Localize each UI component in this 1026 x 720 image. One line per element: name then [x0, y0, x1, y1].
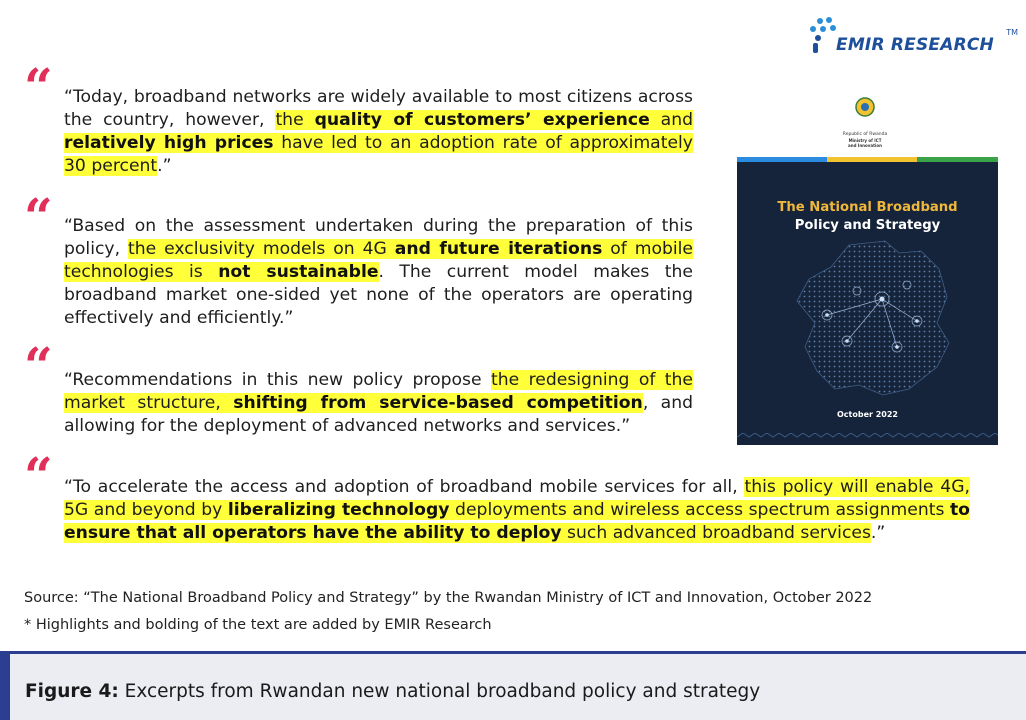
quote-segment: “To accelerate the access and adoption of broadband mobile services for all, — [64, 477, 745, 497]
bold-text: relatively high prices — [64, 133, 274, 153]
quote-segment: such advanced broadband services — [561, 523, 871, 543]
quote-segment: the exclusivity models on 4G — [127, 239, 395, 259]
emir-research-logo — [806, 16, 1020, 62]
quote-mark-icon: “ — [24, 446, 53, 505]
figure-caption-bar — [0, 651, 1026, 720]
quote-segment: . The current model makes the broadband market one-sided yet none of the operators are operating effectively and efficiently.” — [64, 262, 693, 328]
bold-text: quality of customers’ experience — [314, 110, 650, 130]
cover-title-line-1: The National Broadband — [777, 200, 958, 215]
figure-caption — [25, 681, 760, 702]
quote-segment: this policy will enable 4G, 5G and beyond by — [64, 477, 970, 520]
logo-trademark: TM — [1006, 28, 1018, 37]
emblem-country: Republic of Rwanda — [842, 132, 888, 137]
quote-segment: , and allowing for the deployment of advanced networks and services.” — [64, 393, 694, 436]
quote-segment: deployments and wireless access spectrum assignments — [449, 500, 950, 520]
bold-text: liberalizing technology — [227, 500, 450, 520]
rwanda-map-graphic — [787, 239, 957, 399]
bold-text: and future iterations — [394, 239, 603, 259]
cover-title — [737, 199, 998, 235]
emblem-ministry: Ministry of ICT — [848, 138, 882, 143]
bold-text: to ensure that all operators have the ability to deploy — [64, 500, 970, 543]
cover-date: October 2022 — [836, 410, 898, 419]
cover-stripe-blue — [737, 157, 827, 162]
figure-caption-text: Excerpts from Rwandan new national broadband policy and strategy — [118, 681, 761, 702]
quote-1 — [64, 86, 693, 178]
cover-stripe-green — [917, 157, 998, 162]
quote-3 — [64, 369, 693, 438]
quote-segment — [315, 110, 650, 130]
highlight-note: * Highlights and bolding of the text are added by EMIR Research — [24, 617, 492, 633]
emblem-ministry-2: and Innovation — [848, 143, 882, 148]
logo-name: EMIR RESEARCH — [836, 35, 994, 55]
quote-segment: “Based on the assessment undertaken during the preparation of this policy, — [64, 216, 693, 259]
quote-2 — [64, 215, 693, 330]
rwanda-emblem — [837, 96, 893, 154]
cover-title-line-2: Policy and Strategy — [794, 218, 941, 233]
quote-4 — [64, 476, 970, 545]
quote-mark-icon: “ — [24, 187, 53, 246]
figure-label: Figure 4: — [25, 681, 119, 702]
report-cover — [737, 157, 998, 445]
bold-text: shifting from service-based competition — [233, 393, 643, 413]
quote-segment — [395, 239, 603, 259]
source-citation: Source: “The National Broadband Policy and Strategy” by the Rwandan Ministry of ICT and Innovation, October 2022 — [24, 590, 873, 606]
quote-segment — [64, 133, 274, 153]
quote-mark-icon: “ — [24, 336, 53, 395]
cover-stripe-yellow — [827, 157, 917, 162]
quote-segment: the redesigning of the market structure, — [64, 370, 693, 413]
quote-mark-icon: “ — [24, 57, 53, 116]
quote-segment — [233, 393, 643, 413]
quote-segment: the — [275, 110, 315, 130]
bold-text: not sustainable — [218, 262, 379, 282]
quote-segment: “Today, broadband networks are widely available to most citizens across the country, however, — [64, 87, 693, 130]
quote-segment: “Recommendations in this new policy propose — [64, 370, 491, 390]
quote-segment — [218, 262, 378, 282]
cover-wave-border — [737, 433, 998, 441]
coat-of-arms-icon — [855, 96, 875, 118]
caption-accent — [0, 654, 10, 720]
quote-segment: have led to an adoption rate of approximately 30 percent — [64, 133, 693, 176]
quote-segment: and — [649, 110, 694, 130]
quote-segment — [228, 500, 450, 520]
quote-segment: .” — [870, 523, 886, 543]
logo-dots-icon — [806, 16, 840, 56]
quote-segment: .” — [157, 156, 172, 176]
quote-segment: of mobile technologies is — [64, 239, 693, 282]
